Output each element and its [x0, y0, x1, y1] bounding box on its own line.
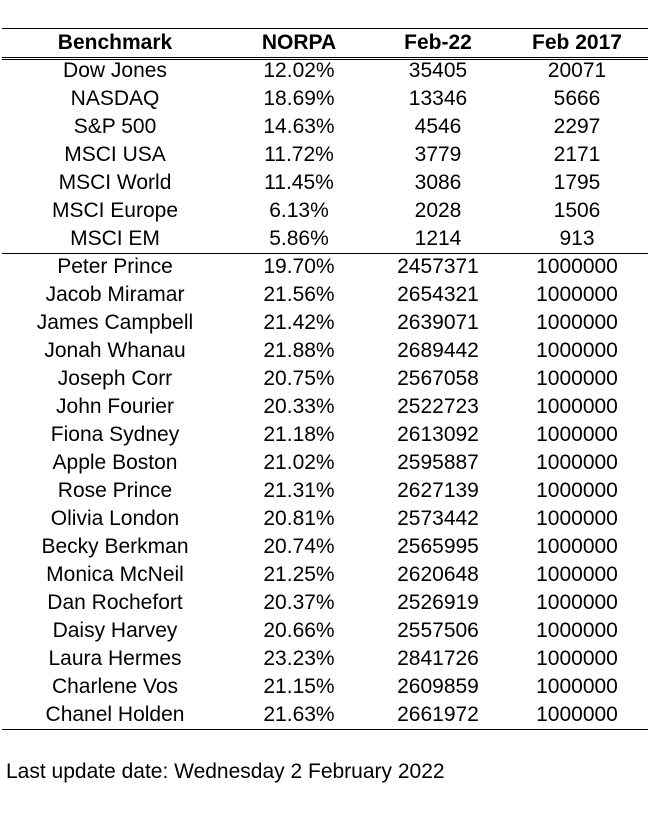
- norpa-cell: 21.18%: [263, 423, 335, 446]
- feb-2017-cell: 1000000: [536, 367, 618, 390]
- norpa-cell: 21.31%: [263, 479, 335, 502]
- norpa-cell: 20.81%: [263, 507, 335, 530]
- feb-22-cell: 4546: [414, 115, 462, 138]
- table-row: [2, 393, 648, 421]
- table-row: [2, 505, 648, 533]
- feb-2017-cell: 1000000: [536, 479, 618, 502]
- benchmark-cell: MSCI World: [58, 171, 172, 194]
- column-header-feb-2017: Feb 2017: [532, 31, 622, 54]
- norpa-cell: 12.02%: [263, 59, 335, 82]
- table-row: [2, 141, 648, 169]
- column-header-feb-22: Feb-22: [404, 31, 472, 54]
- feb-22-cell: 2609859: [397, 675, 479, 698]
- feb-2017-cell: 1000000: [536, 339, 618, 362]
- table-row: [2, 337, 648, 365]
- benchmark-cell: Jonah Whanau: [44, 339, 186, 362]
- feb-2017-cell: 2171: [553, 143, 601, 166]
- feb-22-cell: 2627139: [397, 479, 479, 502]
- feb-22-cell: 2639071: [397, 311, 479, 334]
- table-header-row: [2, 29, 648, 57]
- feb-22-cell: 2654321: [397, 283, 479, 306]
- table-row: [2, 253, 648, 281]
- norpa-cell: 20.75%: [263, 367, 335, 390]
- benchmark-cell: Fiona Sydney: [50, 423, 180, 446]
- feb-2017-cell: 1000000: [536, 591, 618, 614]
- column-header-norpa: NORPA: [261, 31, 337, 54]
- feb-22-cell: 2595887: [397, 451, 479, 474]
- feb-2017-cell: 5666: [553, 87, 601, 110]
- feb-22-cell: 1214: [414, 227, 462, 250]
- norpa-cell: 6.13%: [269, 199, 329, 222]
- benchmark-cell: Dan Rochefort: [47, 591, 183, 614]
- norpa-cell: 23.23%: [263, 647, 335, 670]
- norpa-cell: 14.63%: [263, 115, 335, 138]
- benchmark-cell: S&P 500: [73, 115, 157, 138]
- feb-2017-cell: 1795: [553, 171, 601, 194]
- feb-22-cell: 3779: [414, 143, 462, 166]
- benchmark-cell: Dow Jones: [63, 59, 167, 82]
- column-header-benchmark: Benchmark: [57, 31, 173, 54]
- table-row: [2, 477, 648, 505]
- feb-22-cell: 2028: [414, 199, 462, 222]
- norpa-cell: 19.70%: [263, 255, 335, 278]
- benchmark-cell: John Fourier: [56, 395, 174, 418]
- benchmark-cell: NASDAQ: [70, 87, 160, 110]
- norpa-cell: 20.33%: [263, 395, 335, 418]
- benchmark-cell: Laura Hermes: [48, 647, 182, 670]
- norpa-cell: 21.15%: [263, 675, 335, 698]
- norpa-cell: 21.56%: [263, 283, 335, 306]
- feb-2017-cell: 913: [559, 227, 595, 250]
- feb-22-cell: 3086: [414, 171, 462, 194]
- benchmark-cell: MSCI EM: [70, 227, 160, 250]
- norpa-cell: 11.45%: [264, 171, 334, 194]
- feb-2017-cell: 1000000: [536, 563, 618, 586]
- table-row: [2, 533, 648, 561]
- table-row: [2, 365, 648, 393]
- feb-22-cell: 2620648: [397, 563, 479, 586]
- feb-22-cell: 13346: [408, 87, 468, 110]
- table-row: [2, 197, 648, 225]
- norpa-cell: 21.25%: [263, 563, 335, 586]
- feb-22-cell: 2565995: [397, 535, 479, 558]
- benchmark-cell: James Campbell: [36, 311, 194, 334]
- table-row: [2, 85, 648, 113]
- bottom-rule: [2, 729, 648, 730]
- feb-2017-cell: 1000000: [536, 423, 618, 446]
- feb-2017-cell: 1000000: [536, 535, 618, 558]
- norpa-cell: 5.86%: [269, 227, 329, 250]
- feb-22-cell: 2526919: [397, 591, 479, 614]
- table-row: [2, 701, 648, 729]
- table-row: [2, 225, 648, 253]
- feb-22-cell: 2557506: [397, 619, 479, 642]
- benchmark-cell: Chanel Holden: [45, 703, 185, 726]
- table-row: [2, 617, 648, 645]
- feb-22-cell: 2457371: [397, 255, 479, 278]
- norpa-cell: 11.72%: [264, 143, 334, 166]
- feb-2017-cell: 2297: [553, 115, 601, 138]
- table-row: [2, 309, 648, 337]
- feb-2017-cell: 1000000: [536, 507, 618, 530]
- norpa-cell: 18.69%: [263, 87, 335, 110]
- benchmark-cell: Becky Berkman: [41, 535, 189, 558]
- benchmark-cell: Joseph Corr: [57, 367, 173, 390]
- norpa-cell: 20.66%: [263, 619, 335, 642]
- table-row: [2, 421, 648, 449]
- feb-2017-cell: 20071: [547, 59, 607, 82]
- benchmark-cell: Daisy Harvey: [52, 619, 178, 642]
- benchmark-cell: Rose Prince: [57, 479, 173, 502]
- table-row: [2, 113, 648, 141]
- feb-2017-cell: 1506: [553, 199, 601, 222]
- norpa-cell: 20.74%: [263, 535, 335, 558]
- benchmark-cell: Olivia London: [50, 507, 180, 530]
- feb-22-cell: 2522723: [397, 395, 479, 418]
- table-row: [2, 561, 648, 589]
- benchmark-cell: Monica McNeil: [46, 563, 184, 586]
- table-row: [2, 645, 648, 673]
- benchmark-cell: MSCI Europe: [51, 199, 179, 222]
- table-row: [2, 589, 648, 617]
- feb-22-cell: 2661972: [397, 703, 479, 726]
- norpa-cell: 20.37%: [263, 591, 335, 614]
- benchmark-cell: MSCI USA: [64, 143, 166, 166]
- feb-22-cell: 2567058: [397, 367, 479, 390]
- benchmark-cell: Charlene Vos: [51, 675, 179, 698]
- feb-2017-cell: 1000000: [536, 675, 618, 698]
- table-row: [2, 281, 648, 309]
- table-row: [2, 673, 648, 701]
- feb-22-cell: 35405: [408, 59, 468, 82]
- feb-22-cell: 2613092: [397, 423, 479, 446]
- norpa-cell: 21.42%: [263, 311, 335, 334]
- table-row: [2, 57, 648, 85]
- feb-2017-cell: 1000000: [536, 703, 618, 726]
- norpa-cell: 21.02%: [263, 451, 335, 474]
- benchmark-cell: Apple Boston: [52, 451, 178, 474]
- feb-2017-cell: 1000000: [536, 451, 618, 474]
- feb-22-cell: 2689442: [397, 339, 479, 362]
- feb-22-cell: 2573442: [397, 507, 479, 530]
- table-row: [2, 169, 648, 197]
- feb-2017-cell: 1000000: [536, 255, 618, 278]
- feb-2017-cell: 1000000: [536, 283, 618, 306]
- table-row: [2, 449, 648, 477]
- feb-2017-cell: 1000000: [536, 619, 618, 642]
- feb-22-cell: 2841726: [397, 647, 479, 670]
- benchmark-cell: Peter Prince: [57, 255, 173, 278]
- norpa-cell: 21.88%: [263, 339, 335, 362]
- feb-2017-cell: 1000000: [536, 395, 618, 418]
- feb-2017-cell: 1000000: [536, 311, 618, 334]
- last-update-note: Last update date: Wednesday 2 February 2022: [6, 760, 445, 783]
- benchmark-cell: Jacob Miramar: [45, 283, 185, 306]
- norpa-cell: 21.63%: [263, 703, 335, 726]
- feb-2017-cell: 1000000: [536, 647, 618, 670]
